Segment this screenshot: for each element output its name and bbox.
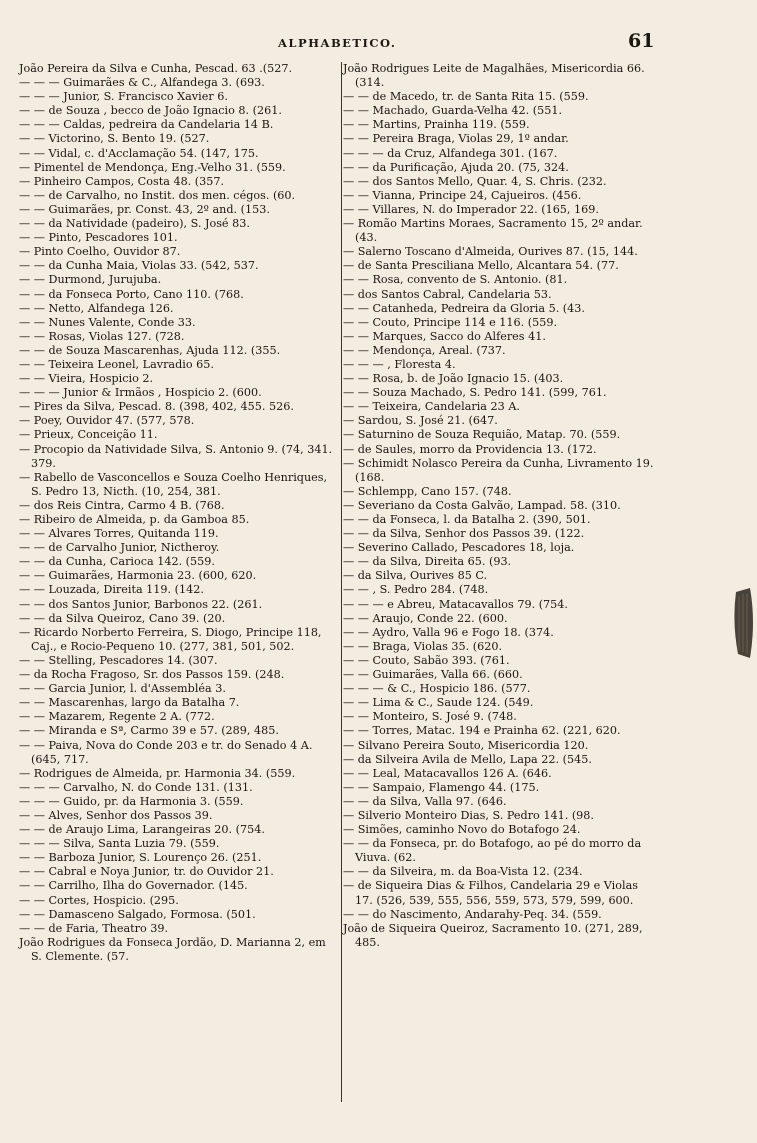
directory-entry: — — Louzada, Direita 119. (142. [19,583,204,597]
directory-entry: — — Mendonça, Areal. (737. [343,343,506,357]
directory-entry: — Schimidt Nolasco Pereira da Cunha, Livramento 19. (168. [343,456,654,484]
directory-entry: — Silverio Monteiro Dias, S. Pedro 141. (98. [343,808,594,822]
directory-entry: — — Guimarães, pr. Const. 43, 2º and. (153. [19,202,270,216]
page-number: 61 [628,30,655,52]
directory-entry: — — Braga, Violas 35. (620. [343,639,503,653]
directory-entry: — — Victorino, S. Bento 19. (527. [19,132,210,146]
directory-entry: — — Guimarães, Harmonia 23. (600, 620. [19,569,257,583]
directory-entry: — — Guimarães, Valla 66. (660. [343,668,523,682]
directory-entry: — — Miranda e Sª, Carmo 39 e 57. (289, 485. [19,724,279,738]
directory-entry: — Poey, Ouvidor 47. (577, 578. [19,414,195,428]
directory-entry: — Ribeiro de Almeida, p. da Gamboa 85. [19,513,250,526]
directory-entry: — — Paiva, Nova do Conde 203 e tr. do Senado 4 A. (645, 717. [19,738,313,766]
directory-entry: — — Carrilho, Ilha do Governador. (145. [19,879,248,893]
directory-entry: — — Durmond, Jurujuba. [19,273,162,287]
directory-entry: — — Damasceno Salgado, Formosa. (501. [19,907,256,921]
directory-entry: — da Silveira Avila de Mello, Lapa 22. (545. [343,752,592,766]
directory-entry: — de Santa Presciliana Mello, Alcantara 54. (77. [343,259,619,273]
directory-entry: — — de Souza , becco de João Ignacio 8. (261. [19,104,282,118]
running-title: ALPHABETICO. [278,36,397,50]
directory-entry: — — — Junior, S. Francisco Xavier 6. [19,90,228,104]
directory-entry: — Ricardo Norberto Ferreira, S. Diogo, Principe 118, Caj., e Rocio-Pequeno 10. (277, 381, 501, 502. [19,625,322,653]
directory-entry: — — — Caldas, pedreira da Candelaria 14 B. [19,118,274,132]
directory-entry: — — da Fonseca, pr. do Botafogo, ao pé do morro da Viuva. (62. [343,837,642,865]
directory-entry: — — de Macedo, tr. de Santa Rita 15. (559. [343,90,589,104]
directory-entry: — Sardou, S. José 21. (647. [343,414,498,428]
directory-entry: — — Teixeira Leonel, Lavradio 65. [19,357,214,371]
directory-entry: — — Lima & C., Saude 124. (549. [343,696,534,710]
directory-entry: João Rodrigues Leite de Magalhães, Misericordia 66. (314. [343,62,645,90]
directory-entry: — Simões, caminho Novo do Botafogo 24. [343,823,581,837]
directory-entry: — — Marques, Sacco do Alferes 41. [343,329,546,343]
directory-entry: — — Mascarenhas, largo da Batalha 7. [19,696,240,710]
directory-entry: — — dos Santos Junior, Barbonos 22. (261. [19,597,263,611]
directory-entry: — — Netto, Alfandega 126. [19,301,174,315]
directory-entry: — — Catanheda, Pedreira da Gloria 5. (43. [343,301,585,315]
directory-entry: — — Alvares Torres, Quitanda 119. [19,527,219,541]
directory-entry: — Pimentel de Mendonça, Eng.-Velho 31. (559. [19,160,286,174]
directory-entry: — — da Fonseca, l. da Batalha 2. (390, 501. [343,513,591,526]
directory-entry: — — da Silveira, m. da Boa-Vista 12. (234. [343,865,583,879]
directory-entry: — — Couto, Sabão 393. (761. [343,653,510,667]
directory-entry: — — — Guimarães & C., Alfandega 3. (693. [19,76,265,90]
directory-entry: — — Villares, N. do Imperador 22. (165, 169. [343,202,599,216]
directory-entry: — — de Araujo Lima, Larangeiras 20. (754. [19,823,265,837]
directory-entry: — — Souza Machado, S. Pedro 141. (599, 761. [343,386,607,400]
directory-entry: — — da Cunha Maia, Violas 33. (542, 537. [19,259,259,273]
directory-entry: — Schlempp, Cano 157. (748. [343,484,512,498]
directory-entry: — Severino Callado, Pescadores 18, loja. [343,541,575,555]
directory-entry: — — Vieira, Hospicio 2. [19,372,154,386]
directory-entry: — — Cortes, Hospicio. (295. [19,893,179,907]
directory-entry: — — da Purificação, Ajuda 20. (75, 324. [343,160,569,174]
directory-entry: — — Leal, Matacavallos 126 A. (646. [343,766,552,780]
directory-entry: — — Araujo, Conde 22. (600. [343,611,508,625]
directory-entry: João Rodrigues da Fonseca Jordão, D. Marianna 2, em S. Clemente. (57. [19,935,326,963]
directory-entry: — de Siqueira Dias & Filhos, Candelaria 29 e Violas 17. (526, 539, 555, 556, 559, 573, 579, 599, 600. [343,879,638,907]
left-column [19,62,337,964]
directory-entry: — — Pinto, Pescadores 101. [19,231,178,245]
page-edge-mark [730,582,756,664]
directory-entry: — — — Silva, Santa Luzia 79. (559. [19,837,220,851]
directory-entry: — — de Carvalho Junior, Nictheroy. [19,541,220,555]
directory-entry: — — dos Santos Mello, Quar. 4, S. Chris. (232. [343,174,607,188]
page-header [0,30,757,54]
directory-entry: — — , S. Pedro 284. (748. [343,583,489,597]
directory-entry: — — Vidal, c. d'Acclamação 54. (147, 175. [19,146,259,160]
directory-entry: — — da Silva Queiroz, Cano 39. (20. [19,611,226,625]
directory-entry: — Severiano da Costa Galvão, Lampad. 58. (310. [343,498,621,512]
directory-entry: — — Martins, Prainha 119. (559. [343,118,530,132]
right-column [343,62,656,950]
directory-entry: — Prieux, Conceição 11. [19,428,158,442]
directory-entry: — — — e Abreu, Matacavallos 79. (754. [343,597,568,611]
directory-entry: — Salerno Toscano d'Almeida, Ourives 87. (15, 144. [343,245,638,259]
directory-entry: — da Silva, Ourives 85 C. [343,569,488,583]
directory-entry: — — Aydro, Valla 96 e Fogo 18. (374. [343,625,554,639]
directory-entry: — da Rocha Fragoso, Sr. dos Passos 159. (248. [19,668,285,682]
directory-entry: — Silvano Pereira Souto, Misericordia 120. [343,738,589,752]
directory-entry: — — da Fonseca Porto, Cano 110. (768. [19,287,244,301]
directory-entry: João Pereira da Silva e Cunha, Pescad. 63 .(527. [19,62,293,75]
directory-entry: — — Rosa, convento de S. Antonio. (81. [343,273,568,287]
directory-entry: — Romão Martins Moraes, Sacramento 15, 2º andar. (43. [343,217,643,245]
directory-entry: — — da Cunha, Carioca 142. (559. [19,555,215,569]
directory-entry: — — de Faria, Theatro 39. [19,921,169,935]
directory-entry: — — Couto, Principe 114 e 116. (559. [343,315,557,329]
directory-entry: — — Rosas, Violas 127. (728. [19,329,185,343]
directory-entry: — — — Carvalho, N. do Conde 131. (131. [19,780,253,794]
directory-entry: — — da Silva, Valla 97. (646. [343,794,507,808]
directory-entry: — — — & C., Hospicio 186. (577. [343,682,531,696]
directory-entry: — de Saules, morro da Providencia 13. (172. [343,442,597,456]
directory-entry: — — Nunes Valente, Conde 33. [19,315,196,329]
directory-entry: — Rodrigues de Almeida, pr. Harmonia 34. (559. [19,766,296,780]
directory-entry: — — Sampaio, Flamengo 44. (175. [343,780,540,794]
directory-entry: — — do Nascimento, Andarahy-Peq. 34. (559. [343,907,602,921]
directory-entry: — — Mazarem, Regente 2 A. (772. [19,710,215,724]
directory-entry: — Pires da Silva, Pescad. 8. (398, 402, 455. 526. [19,400,294,414]
directory-entry: — — da Silva, Direita 65. (93. [343,555,512,569]
directory-entry: — — Rosa, b. de João Ignacio 15. (403. [343,372,564,386]
directory-entry: — Saturnino de Souza Requião, Matap. 70. (559. [343,428,621,442]
directory-entry: — — Torres, Matac. 194 e Prainha 62. (221, 620. [343,724,621,738]
directory-entry: — — Barboza Junior, S. Lourenço 26. (251. [19,851,262,865]
directory-entry: — — Vianna, Principe 24, Cajueiros. (456. [343,188,582,202]
directory-entry: — Pinheiro Campos, Costa 48. (357. [19,174,225,188]
directory-entry: — — Garcia Junior, l. d'Assembléa 3. [19,682,226,696]
directory-entry: — — — Guido, pr. da Harmonia 3. (559. [19,794,244,808]
directory-entry: — Pinto Coelho, Ouvidor 87. [19,245,181,259]
directory-entry: — — Teixeira, Candelaria 23 A. [343,400,520,414]
directory-entry: — — — Junior & Irmãos , Hospicio 2. (600. [19,386,262,400]
directory-entry: — — — , Floresta 4. [343,357,456,371]
directory-entry: — — Cabral e Noya Junior, tr. do Ouvidor 21. [19,865,274,879]
directory-entry: — dos Santos Cabral, Candelaria 53. [343,287,552,301]
directory-entry: — Rabello de Vasconcellos e Souza Coelho Henriques, S. Pedro 13, Nicth. (10, 254, 381. [19,470,328,498]
directory-entry: — dos Reis Cintra, Carmo 4 B. (768. [19,498,225,512]
directory-entry: João de Siqueira Queiroz, Sacramento 10. (271, 289, 485. [343,921,643,949]
directory-entry: — — da Silva, Senhor dos Passos 39. (122. [343,527,585,541]
directory-entry: — — Pereira Braga, Violas 29, 1º andar. [343,132,569,146]
directory-entry: — — Stelling, Pescadores 14. (307. [19,653,218,667]
directory-entry: — — Machado, Guarda-Velha 42. (551. [343,104,563,118]
column-divider [341,62,342,1102]
directory-entry: — — da Natividade (padeiro), S. José 83. [19,217,250,231]
directory-entry: — Procopio da Natividade Silva, S. Antonio 9. (74, 341. 379. [19,442,333,470]
directory-entry: — — — da Cruz, Alfandega 301. (167. [343,146,558,160]
directory-entry: — — Monteiro, S. José 9. (748. [343,710,517,724]
directory-entry: — — de Souza Mascarenhas, Ajuda 112. (355. [19,343,281,357]
directory-entry: — — Alves, Senhor dos Passos 39. [19,808,213,822]
directory-entry: — — de Carvalho, no Instit. dos men. cégos. (60. [19,188,296,202]
